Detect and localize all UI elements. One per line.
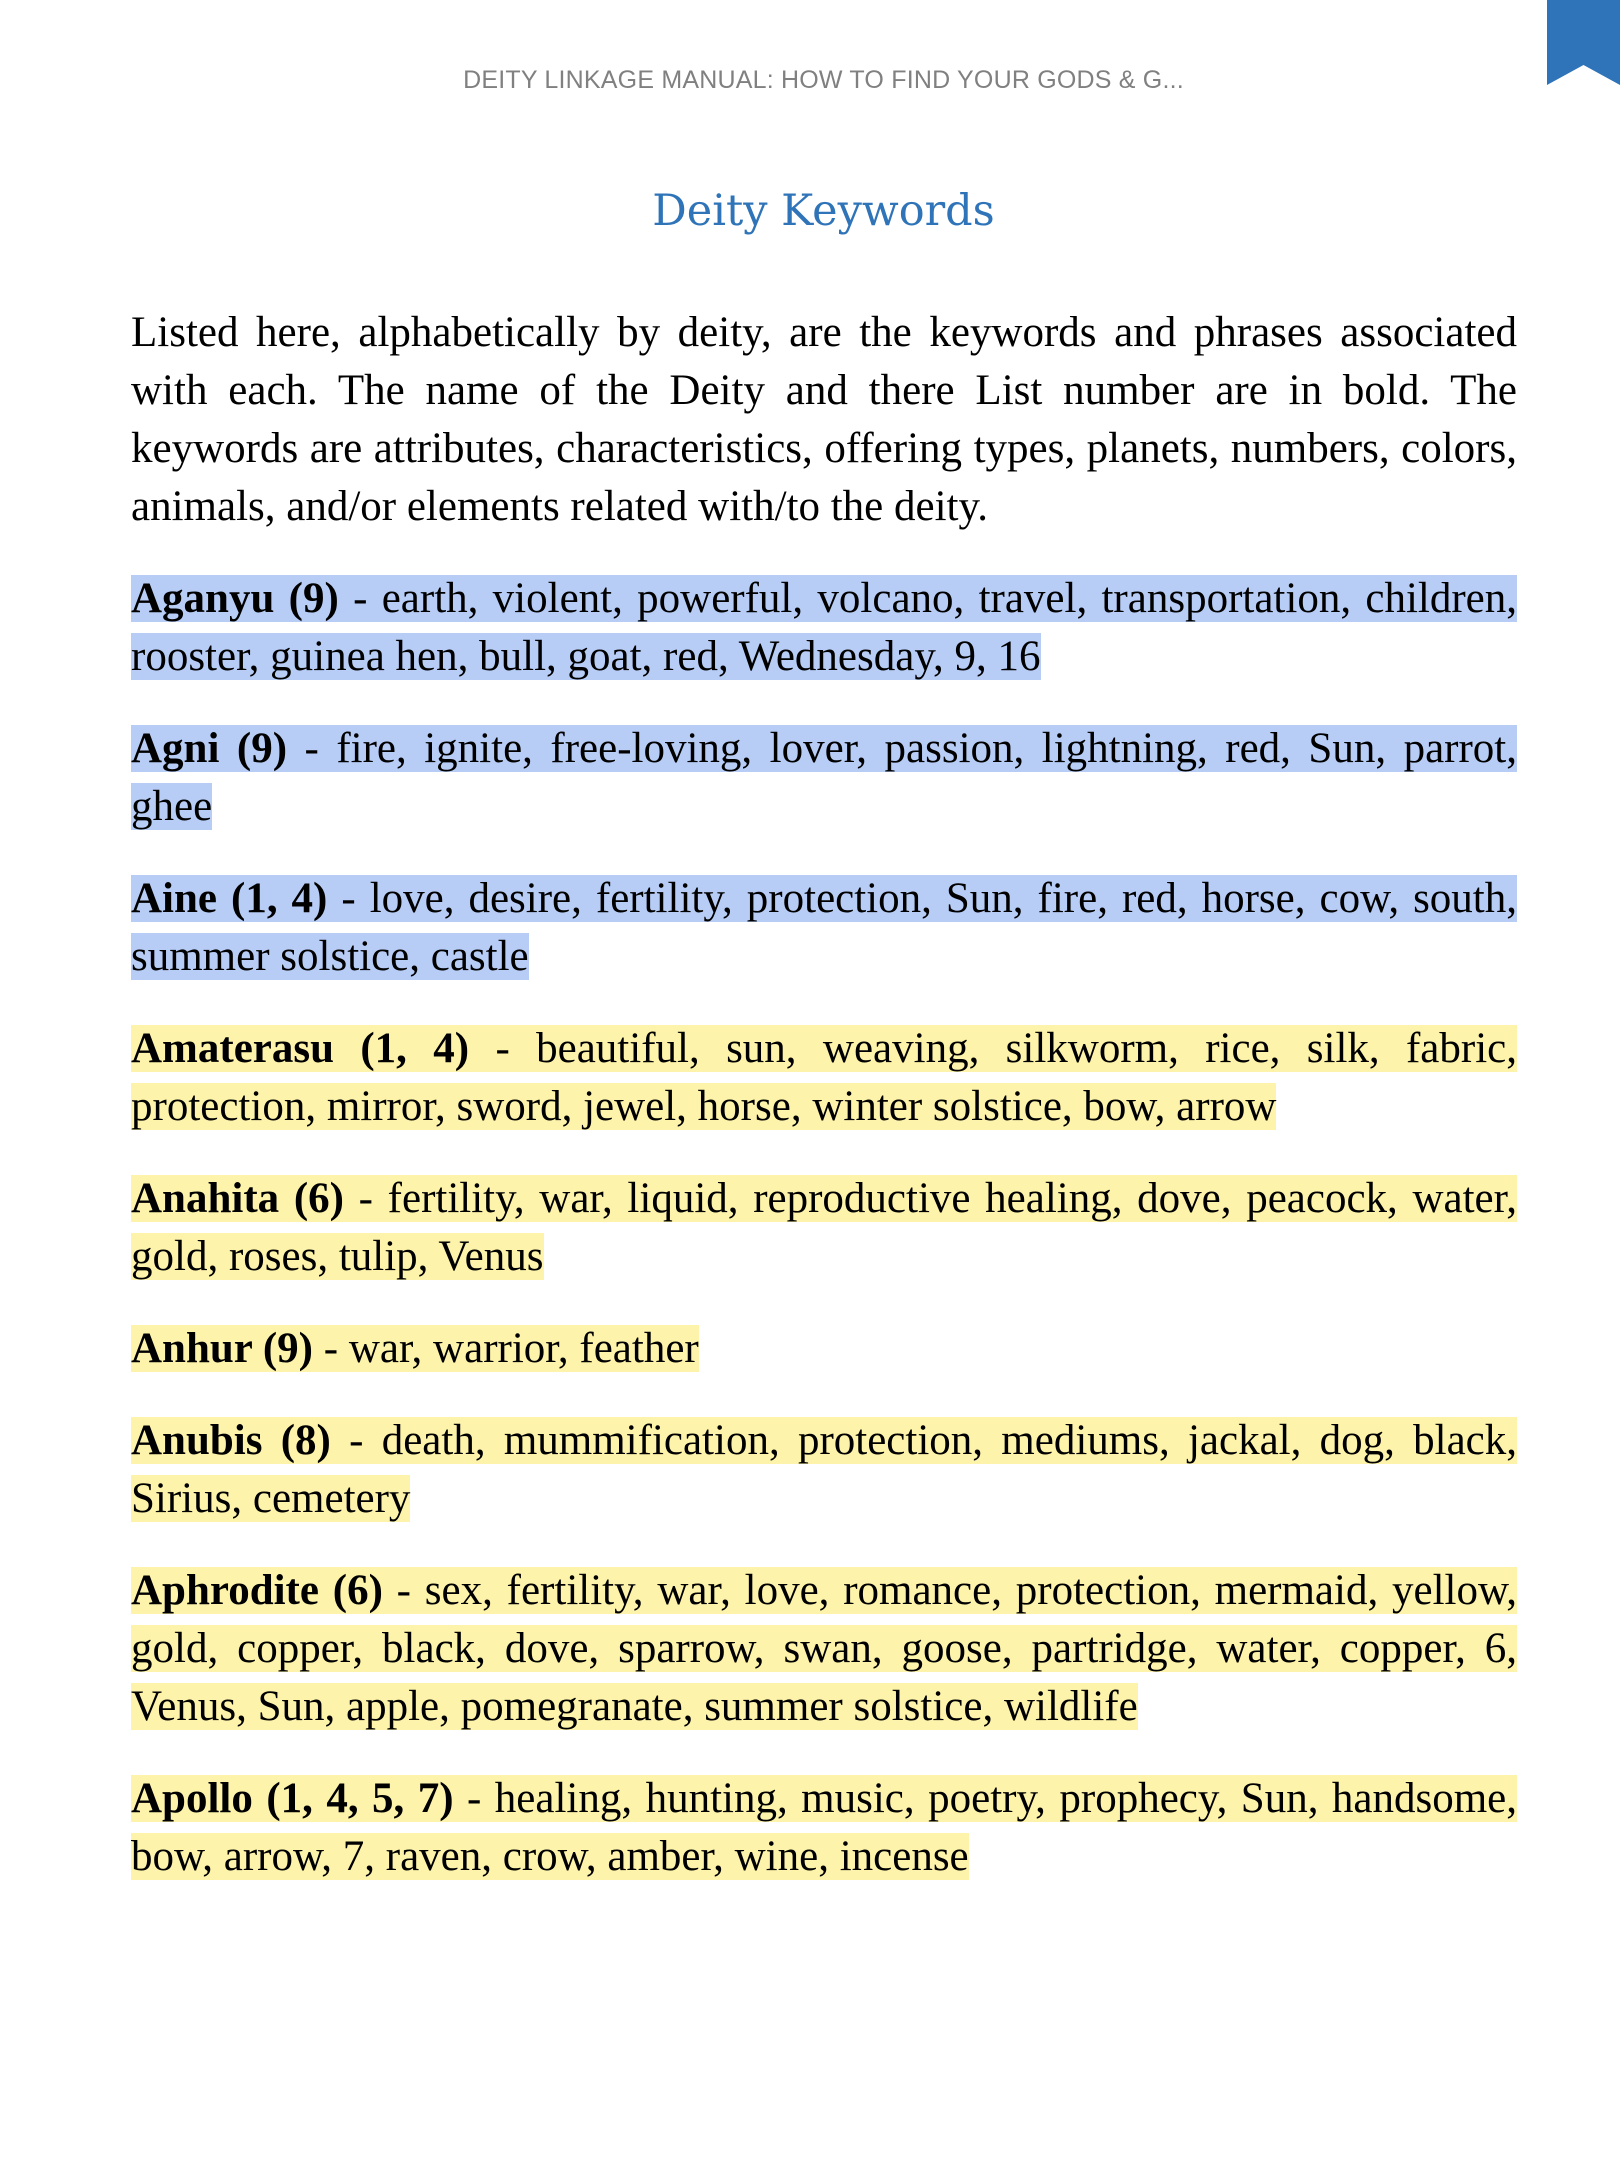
deity-entry[interactable] [131,1770,1517,1886]
deity-entry[interactable] [131,1170,1517,1286]
deity-keywords: - healing, hunting, music, poetry, prophecy, Sun, handsome, bow, arrow, 7, raven, crow, amber, wine, incense [131,1775,1517,1880]
deity-entry[interactable] [131,1020,1517,1136]
highlight-blue[interactable] [131,725,1517,830]
highlight-yellow[interactable] [131,1417,1517,1522]
deity-keywords: - fertility, war, liquid, reproductive healing, dove, peacock, water, gold, roses, tulip, Venus [131,1175,1517,1280]
deity-name: Aphrodite (6) [131,1567,383,1614]
bookmark-icon[interactable] [1547,0,1620,85]
deity-keywords: - beautiful, sun, weaving, silkworm, rice, silk, fabric, protection, mirror, sword, jewel, horse, winter solstice, bow, arrow [131,1025,1517,1130]
deity-entry[interactable] [131,1562,1517,1736]
deity-keywords: - love, desire, fertility, protection, Sun, fire, red, horse, cow, south, summer solstice, castle [131,875,1517,980]
highlight-blue[interactable] [131,875,1517,980]
highlight-yellow[interactable] [131,1025,1517,1130]
deity-name: Apollo (1, 4, 5, 7) [131,1775,454,1822]
deity-entry[interactable] [131,720,1517,836]
deity-entry[interactable] [131,870,1517,986]
deity-keywords: - earth, violent, powerful, volcano, travel, transportation, children, rooster, guinea hen, bull, goat, red, Wednesday, 9, 16 [131,575,1517,680]
deity-entry[interactable] [131,570,1517,686]
highlight-yellow[interactable] [131,1175,1517,1280]
deity-name: Anubis (8) [131,1417,331,1464]
deity-name: Aine (1, 4) [131,875,328,922]
deity-keywords: - war, warrior, feather [313,1325,699,1372]
deity-name: Anahita (6) [131,1175,344,1222]
intro-paragraph: Listed here, alphabetically by deity, are the keywords and phrases associated with each. The name of the Deity and there List number are in bold. The keywords are attributes, characteristics, offering types, planets, numbers, colors, animals, and/or elements related with/to the deity. [131,309,1517,530]
deity-name: Amaterasu (1, 4) [131,1025,470,1072]
running-header-title: DEITY LINKAGE MANUAL: HOW TO FIND YOUR GODS & G... [463,66,1184,94]
deity-entry[interactable] [131,1412,1517,1528]
highlight-yellow[interactable] [131,1325,699,1372]
highlight-blue[interactable] [131,575,1517,680]
highlight-yellow[interactable] [131,1775,1517,1880]
deity-keywords: - sex, fertility, war, love, romance, protection, mermaid, yellow, gold, copper, black, dove, sparrow, swan, goose, partridge, water, copper, 6, Venus, Sun, apple, pomegranate, summer solstice, wildlife [131,1567,1517,1730]
deity-name: Agni (9) [131,725,288,772]
page-content [131,304,1517,1920]
highlight-yellow[interactable] [131,1567,1517,1730]
deity-name: Aganyu (9) [131,575,339,622]
deity-entry[interactable] [131,1320,1517,1378]
chapter-title: Deity Keywords [652,186,995,236]
deity-name: Anhur (9) [131,1325,313,1372]
deity-keywords: - fire, ignite, free-loving, lover, passion, lightning, red, Sun, parrot, ghee [131,725,1517,830]
deity-keywords: - death, mummification, protection, mediums, jackal, dog, black, Sirius, cemetery [131,1417,1517,1522]
